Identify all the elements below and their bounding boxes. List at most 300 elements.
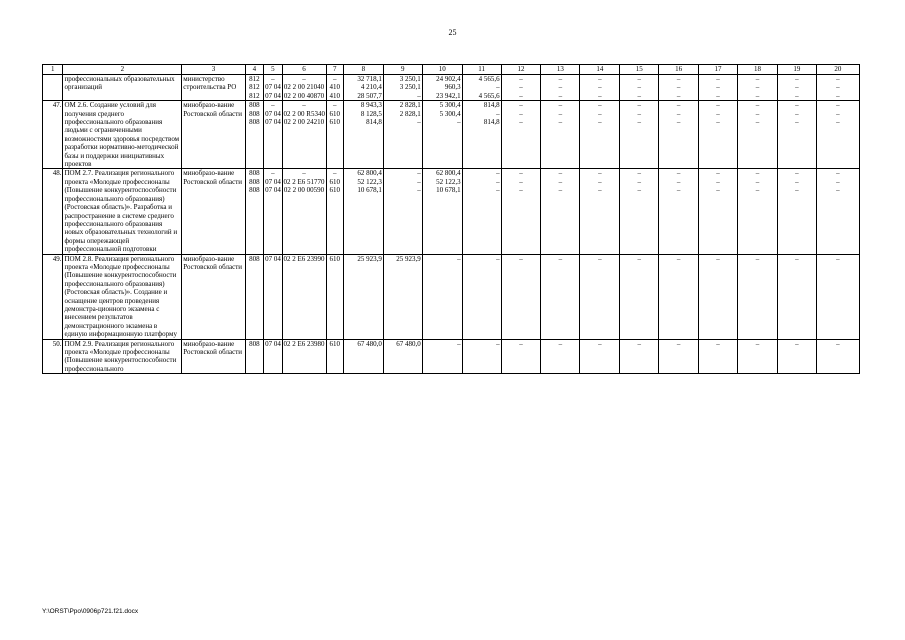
value-line: – [637,75,641,83]
table-row [43,169,860,254]
column-number: 9 [383,65,422,75]
value-line: – [676,75,681,83]
value-line: 808 [249,254,260,263]
executor: минобразо-вание Ростовской области [182,339,245,374]
value-line: – [795,254,799,263]
value-line: – [558,109,563,118]
measure-name: ОМ 2.6. Создание условий для получения среднего профессионального образования людьми с ограниченными возможностями здоровья посредством разработки нормативно-методической базы и поддержки инициативных проектов [63,101,182,169]
value-cell [422,169,462,254]
value-line: – [496,254,500,263]
value-line: – [519,169,523,178]
value-cell [541,101,580,169]
value-cell [326,75,343,101]
measure-name: ПОМ 2.7. Реализация регионального проекта «Молодые профессионалы (Повышение конкурентоспособности профессионального образования) (Ростовская область)». Разработка и распространение в системе среднего профессионального образования новых образовательных технологий и формы опережающей профессиональной подготовки [63,169,182,254]
value-line: – [417,169,421,178]
value-line: 62 800,4 [357,169,382,178]
value-cell [501,339,541,374]
value-cell [264,254,282,339]
value-line: – [676,83,681,92]
value-line: – [676,177,681,186]
value-line: 610 [329,186,340,195]
value-line: – [302,75,306,83]
value-line: – [716,75,720,83]
value-line: – [836,75,840,83]
value-line: 410 [329,83,340,92]
value-line: 07 04 [265,254,281,263]
value-line: – [519,83,523,92]
value-line: – [558,339,563,348]
value-line: 07 04 [265,83,281,92]
value-line: 4 210,4 [360,83,382,92]
value-cell [343,75,383,101]
file-path-footer: Y:\ORST\Ppo\0906p721.f21.docx [42,608,139,615]
value-cell [383,169,422,254]
column-number: 7 [326,65,343,75]
value-cell [816,254,859,339]
value-line: – [519,118,523,127]
value-line: – [755,83,760,92]
value-line: – [755,109,760,118]
value-cell [541,75,580,101]
value-line: – [637,339,641,348]
table-row [43,75,860,101]
value-line: – [676,169,681,178]
value-line: – [795,109,799,118]
value-line: – [755,75,760,83]
value-cell [264,75,282,101]
value-cell [580,254,620,339]
value-line: 610 [329,339,340,348]
value-line: 32 718,1 [357,75,382,83]
value-line: – [836,186,840,195]
value-cell [264,169,282,254]
value-cell [462,75,501,101]
value-line: 02 2 Е6 51770 [283,177,325,186]
value-cell [282,339,326,374]
value-cell [738,169,778,254]
value-line: 52 122,3 [357,177,382,186]
value-line: 808 [249,169,260,178]
value-line: – [795,169,799,178]
value-cell [699,101,738,169]
value-cell [383,254,422,339]
value-line: – [637,91,641,100]
value-line: – [716,109,720,118]
measure-name: ПОМ 2.8. Реализация регионального проекта «Молодые профессионалы (Повышение конкурентоспособности профессионального образования) (Ростовская область)». Создание и оснащение центров проведения демонстра-ционного экзамена с внесением результатов демонстрационного экзамена в единую информационную платформу [63,254,182,339]
value-line: 07 04 [265,339,281,348]
value-line: – [716,254,720,263]
value-line: 2 828,1 [399,101,421,110]
value-line: 25 923,9 [357,254,382,263]
value-line: 5 300,4 [439,109,461,118]
value-line: 07 04 [265,109,281,118]
value-line: 24 902,4 [436,75,461,83]
column-number: 19 [777,65,816,75]
value-cell [541,254,580,339]
value-line: – [496,109,500,118]
value-line: – [558,101,563,110]
value-cell [383,75,422,101]
value-line: 10 678,1 [436,186,461,195]
value-cell [326,169,343,254]
value-line: – [457,254,461,263]
value-line: 4 565,6 [478,91,500,100]
value-cell [326,101,343,169]
value-line: 02 2 Е6 23980 [283,339,325,348]
value-line: – [676,254,681,263]
value-line: – [302,101,306,110]
value-line: – [417,177,421,186]
value-line: – [795,118,799,127]
value-line: – [519,75,523,83]
value-line: – [836,254,840,263]
column-number: 12 [501,65,541,75]
value-line: 812 [249,91,260,100]
value-line: – [558,169,563,178]
value-line: – [755,186,760,195]
value-line: – [716,83,720,92]
value-line: – [598,177,602,186]
value-line: 610 [329,109,340,118]
value-line: – [836,169,840,178]
column-number-row [43,65,860,75]
value-line: – [795,83,799,92]
value-line: 4 565,6 [478,75,500,83]
value-line: – [716,118,720,127]
value-line: – [676,91,681,100]
column-number: 20 [816,65,859,75]
value-line: – [519,91,523,100]
value-cell [659,169,699,254]
value-line: 610 [329,177,340,186]
value-line: 814,8 [483,118,500,127]
value-line: – [755,254,760,263]
value-line: – [755,118,760,127]
value-line: – [519,109,523,118]
value-line: – [716,186,720,195]
value-line: – [519,101,523,110]
value-cell [264,339,282,374]
value-line: – [457,339,461,348]
row-number: 48. [43,169,63,254]
value-line: – [271,169,275,178]
column-number: 11 [462,65,501,75]
table-row [43,254,860,339]
value-cell [501,254,541,339]
value-line: – [302,169,306,178]
value-cell [816,101,859,169]
value-line: 812 [249,83,260,92]
value-cell [620,339,659,374]
value-line: – [836,91,840,100]
value-line: – [637,109,641,118]
value-line: 410 [329,91,340,100]
column-number: 8 [343,65,383,75]
table-row [43,101,860,169]
value-cell [245,254,263,339]
value-cell [659,339,699,374]
value-line: 02 2 00 24210 [283,118,325,127]
value-line: 808 [249,177,260,186]
value-line: – [836,109,840,118]
value-line: – [836,177,840,186]
value-cell [541,339,580,374]
value-line: – [637,101,641,110]
value-line: 814,8 [483,101,500,110]
value-line: – [755,177,760,186]
value-line: – [795,91,799,100]
row-number: 50. [43,339,63,374]
value-line: 02 2 00 21040 [283,83,325,92]
value-cell [777,75,816,101]
value-cell [326,339,343,374]
value-line: – [836,101,840,110]
value-line: 67 480,0 [357,339,382,348]
value-cell [541,169,580,254]
value-line: – [558,75,563,83]
column-number: 10 [422,65,462,75]
column-number: 13 [541,65,580,75]
value-line: 07 04 [265,177,281,186]
value-cell [462,101,501,169]
value-cell [245,75,263,101]
value-cell [620,254,659,339]
value-line: – [558,83,563,92]
value-cell [245,169,263,254]
value-cell [659,254,699,339]
value-line: – [598,75,602,83]
value-line: – [716,177,720,186]
value-line: – [519,177,523,186]
value-cell [699,75,738,101]
value-cell [777,254,816,339]
value-line: – [795,186,799,195]
value-cell [816,339,859,374]
value-line: 808 [249,109,260,118]
value-line: – [598,169,602,178]
value-line: – [496,83,500,92]
value-cell [282,254,326,339]
value-line: 812 [249,75,260,83]
value-line: – [417,186,421,195]
value-line: – [598,109,602,118]
value-cell [422,339,462,374]
value-line: – [519,186,523,195]
value-line: – [271,101,275,110]
value-cell [343,339,383,374]
value-line: – [795,177,799,186]
value-cell [343,101,383,169]
value-line: – [716,169,720,178]
value-line: – [598,339,602,348]
value-line: – [716,339,720,348]
value-line: – [558,254,563,263]
value-line: 8 128,5 [360,109,382,118]
value-line: – [332,101,337,110]
column-number: 2 [63,65,182,75]
value-cell [699,169,738,254]
value-line: 2 828,1 [399,109,421,118]
value-line: – [836,118,840,127]
measure-name: профессиональных образовательных организаций [63,75,182,101]
value-cell [326,254,343,339]
value-line: – [519,254,523,263]
value-cell [282,75,326,101]
row-number [43,75,63,101]
value-line: 808 [249,339,260,348]
value-line: – [598,118,602,127]
value-cell [659,101,699,169]
value-line: 8 943,3 [360,101,382,110]
executor: минобразо-вание Ростовской области [182,101,245,169]
value-cell [422,101,462,169]
value-line: – [795,101,799,110]
value-line: – [519,339,523,348]
value-line: – [332,169,337,178]
value-line: – [598,186,602,195]
column-number: 15 [620,65,659,75]
value-line: – [795,75,799,83]
value-line: – [755,91,760,100]
value-cell [383,339,422,374]
value-line: 814,8 [366,118,382,127]
value-cell [777,169,816,254]
value-cell [620,101,659,169]
value-line: 62 800,4 [436,169,461,178]
value-line: – [637,186,641,195]
value-cell [699,254,738,339]
value-line: – [637,118,641,127]
value-line: – [496,169,500,178]
value-cell [580,169,620,254]
value-cell [383,101,422,169]
value-cell [462,169,501,254]
value-line: – [558,91,563,100]
value-cell [620,169,659,254]
value-line: – [332,75,337,83]
value-line: 07 04 [265,91,281,100]
value-cell [738,101,778,169]
value-cell [738,254,778,339]
value-line: 52 122,3 [436,177,461,186]
value-cell [816,169,859,254]
value-cell [343,169,383,254]
measure-name: ПОМ 2.9. Реализация регионального проекта «Молодые профессионалы (Повышение конкурентоспособности профессионального [63,339,182,374]
value-cell [580,75,620,101]
value-line: 07 04 [265,186,281,195]
column-number: 17 [699,65,738,75]
table-row [43,339,860,374]
row-number: 49. [43,254,63,339]
column-number: 1 [43,65,63,75]
value-line: – [676,109,681,118]
column-number: 4 [245,65,263,75]
value-line: – [417,118,421,127]
value-cell [738,339,778,374]
value-cell [282,101,326,169]
value-cell [620,75,659,101]
value-line: – [598,254,602,263]
value-line: – [637,169,641,178]
value-line: – [676,118,681,127]
value-line: 610 [329,254,340,263]
value-line: 02 2 Е6 23990 [283,254,325,263]
value-line: – [496,177,500,186]
value-line: – [598,101,602,110]
value-line: 02 2 00 R5340 [283,109,325,118]
value-line: 67 480,0 [396,339,421,348]
value-cell [422,75,462,101]
column-number: 14 [580,65,620,75]
row-number: 47. [43,101,63,169]
value-cell [699,339,738,374]
value-line: 10 678,1 [357,186,382,195]
value-line: 808 [249,101,260,110]
value-line: – [496,186,500,195]
value-line: – [558,186,563,195]
value-line: – [755,169,760,178]
value-line: – [676,101,681,110]
page-number: 25 [448,28,457,37]
value-line: – [716,101,720,110]
column-number: 6 [282,65,326,75]
value-line: 02 2 00 40870 [283,91,325,100]
value-cell [264,101,282,169]
value-cell [282,169,326,254]
value-line: – [271,75,275,83]
value-line: 25 923,9 [396,254,421,263]
value-cell [245,339,263,374]
value-line: 3 250,1 [399,83,421,92]
value-line: 5 300,4 [439,101,461,110]
value-line: 28 507,7 [357,91,382,100]
value-line: – [496,339,500,348]
value-cell [501,101,541,169]
value-line: – [676,339,681,348]
value-line: 07 04 [265,118,281,127]
value-line: – [457,118,461,127]
executor: минобразо-вание Ростовской области [182,169,245,254]
value-line: – [676,186,681,195]
value-cell [738,75,778,101]
column-number: 5 [264,65,282,75]
value-cell [777,101,816,169]
value-line: 808 [249,186,260,195]
value-line: – [836,83,840,92]
value-cell [343,254,383,339]
value-cell [501,75,541,101]
value-cell [462,339,501,374]
value-cell [580,339,620,374]
value-line: – [716,91,720,100]
value-cell [245,101,263,169]
value-line: – [637,83,641,92]
value-line: 02 2 00 00590 [283,186,325,195]
executor: министерство строительства РО [182,75,245,101]
budget-table [42,64,860,374]
value-line: – [558,177,563,186]
executor: минобразо-вание Ростовской области [182,254,245,339]
value-line: 808 [249,118,260,127]
value-cell [501,169,541,254]
value-line: – [795,339,799,348]
column-number: 18 [738,65,778,75]
value-line: – [558,118,563,127]
value-line: – [755,339,760,348]
column-number: 16 [659,65,699,75]
value-line: – [637,254,641,263]
value-cell [422,254,462,339]
